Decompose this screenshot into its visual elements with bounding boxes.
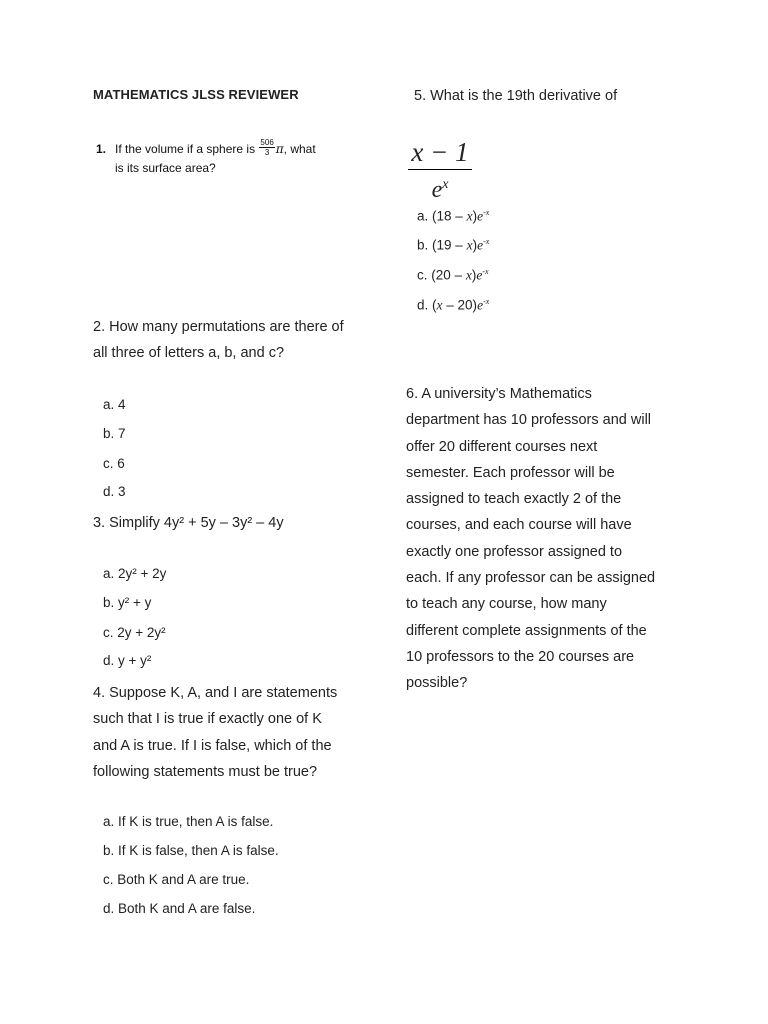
pi-symbol: π (275, 142, 284, 156)
page-title: MATHEMATICS JLSS REVIEWER (93, 87, 299, 102)
question-4-option-b: b. If K is false, then A is false. (103, 843, 279, 858)
question-2-option-a: a. 4 (103, 397, 126, 412)
question-3-option-d: d. y + y² (103, 653, 152, 668)
question-1: 1. If the volume if a sphere is $\frac{506}{3}$ π, what is its surface area? (96, 140, 316, 178)
question-6: 6. A university’s Mathematics department has 10 professors and will offer 20 different courses next semester. Each professor will be assigned to teach exactly 2 of the courses, and each course will have exactly one professor assigned to each. If any professor can be assigned to teach any course, how many different complete assignments of the 10 professors to the 20 courses are possible? (406, 386, 656, 692)
fraction-numerator: x − 1 (408, 137, 472, 170)
question-2-option-c: c. 6 (103, 456, 125, 471)
fraction-denominator: $e^x$ (431, 177, 449, 203)
question-4: 4. Suppose K, A, and I are statements such that I is true if exactly one of K and A is true. If I is false, which of the following statements must be true? (93, 685, 338, 780)
derivative-fraction (408, 137, 472, 205)
question-2-option-b: b. 7 (103, 426, 126, 441)
volume-fraction: $\frac{506}{3}$ (260, 138, 274, 158)
question-5: 5. What is the 19th derivative of (414, 88, 618, 104)
question-3-option-a: a. 2y² + 2y (103, 566, 167, 581)
question-3: 3. Simplify 4y² + 5y – 3y² – 4y (93, 515, 284, 531)
question-2-option-d: d. 3 (103, 484, 126, 499)
question-1-text: If the volume if a sphere is (115, 142, 256, 156)
question-4-option-c: c. Both K and A are true. (103, 872, 250, 887)
question-3-option-b: b. y² + y (103, 595, 152, 610)
question-1-line2: is its surface area? (115, 161, 216, 176)
question-4-option-a: a. If K is true, then A is false. (103, 814, 274, 829)
question-1-number: 1. (96, 142, 107, 156)
question-4-option-d: d. Both K and A are false. (103, 901, 256, 916)
question-5-option-a: a. $(18 - x)e^{-x}$ (417, 208, 490, 224)
question-5-option-d: d. $(x - 20)e^{-x}$ (417, 297, 490, 313)
question-5-option-c: c. $(20 - x)e^{-x}$ (417, 267, 489, 283)
question-3-option-c: c. 2y + 2y² (103, 625, 166, 640)
question-2: 2. How many permutations are there of all three of letters a, b, and c? (93, 319, 344, 362)
question-5-option-b: b. $(19 - x)e^{-x}$ (417, 237, 490, 253)
